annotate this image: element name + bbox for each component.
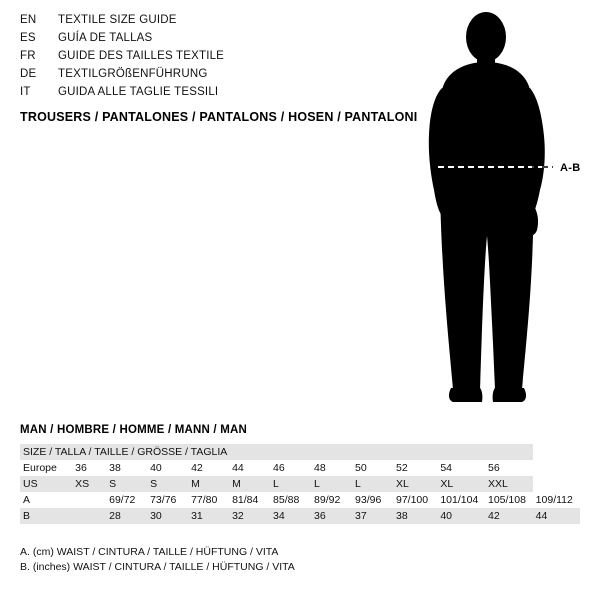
table-cell: 54 [440,462,453,474]
table-cell: XS [72,476,106,492]
table-cell: 31 [188,508,229,524]
table-cell: L [352,476,393,492]
table-cell: S [147,476,188,492]
table-cell: 37 [352,508,393,524]
table-row-label: Europe [23,462,57,474]
language-code: ES [20,32,36,44]
language-text: TEXTILE SIZE GUIDE [58,14,177,26]
table-cell: 73/76 [150,494,177,506]
language-code: IT [20,86,31,98]
table-row [20,508,580,524]
table-cell: XXL [485,476,533,492]
table-cell: 36 [75,462,87,474]
table-cell: 97/100 [396,494,429,506]
table-cell: 105/108 [488,494,526,506]
table-cell: 42 [191,462,203,474]
figure-illustration [420,10,595,410]
table-cell: S [106,476,147,492]
table-cell: L [311,476,352,492]
page-title: TROUSERS / PANTALONES / PANTALONS / HOSEN / PANTALONI [20,110,418,124]
table-cell: 52 [396,462,408,474]
footnote-a: A. (cm) WAIST / CINTURA / TAILLE / HÜFTUNG / VITA [20,546,279,558]
language-code: EN [20,14,37,26]
table-cell: 89/92 [314,494,341,506]
size-table [20,444,580,524]
table-cell: L [270,476,311,492]
table-row [20,444,580,460]
table-row-label: A [23,494,31,506]
table-heading: MAN / HOMBRE / HOMME / MANN / MAN [20,424,248,436]
table-cell: 101/104 [440,494,479,506]
table-row [20,492,580,508]
table-cell [72,492,106,508]
table-cell: XL [437,476,485,492]
table-cell: 46 [273,462,285,474]
table-cell: 40 [437,508,485,524]
table-cell: XL [393,476,437,492]
measurement-label-ab: A-B [560,162,581,174]
language-title-list [20,14,420,104]
table-cell: 44 [533,508,580,524]
table-cell: 50 [355,462,367,474]
table-cell: 36 [311,508,352,524]
table-cell: 44 [232,462,244,474]
language-row [20,68,420,86]
table-cell [72,508,106,524]
language-text: GUIDE DES TAILLES TEXTILE [58,50,225,62]
table-row [20,476,580,492]
language-code: FR [20,50,36,62]
table-cell: 93/96 [355,494,382,506]
table-cell: 77/80 [191,494,218,506]
table-cell: 69/72 [109,494,136,506]
footnote-b: B. (inches) WAIST / CINTURA / TAILLE / HÜFTUNG / VITA [20,561,295,573]
size-table-section [20,424,580,524]
table-cell: M [229,476,270,492]
table-cell: 32 [229,508,270,524]
table-cell: 38 [109,462,121,474]
table-cell: 42 [485,508,533,524]
table-cell: 56 [488,462,500,474]
table-cell: 34 [270,508,311,524]
language-row [20,86,420,104]
footnotes [20,545,295,575]
language-text: TEXTILGRÖßENFÜHRUNG [58,68,208,80]
table-cell: 30 [147,508,188,524]
table-cell: 40 [150,462,162,474]
table-cell: 38 [393,508,437,524]
table-row-label: US [20,476,72,492]
table-cell: 109/112 [535,494,573,506]
language-row [20,32,420,50]
table-row-label: SIZE / TALLA / TAILLE / GRÖSSE / TAGLIA [20,444,533,460]
language-text: GUIDA ALLE TAGLIE TESSILI [58,86,219,98]
language-row [20,50,420,68]
table-cell: 48 [314,462,326,474]
table-cell: 81/84 [232,494,259,506]
language-text: GUÍA DE TALLAS [58,32,153,44]
language-code: DE [20,68,37,80]
table-cell: M [188,476,229,492]
language-row [20,14,420,32]
table-cell: 28 [106,508,147,524]
table-row [20,460,580,476]
table-row-label: B [20,508,72,524]
table-cell: 85/88 [273,494,300,506]
